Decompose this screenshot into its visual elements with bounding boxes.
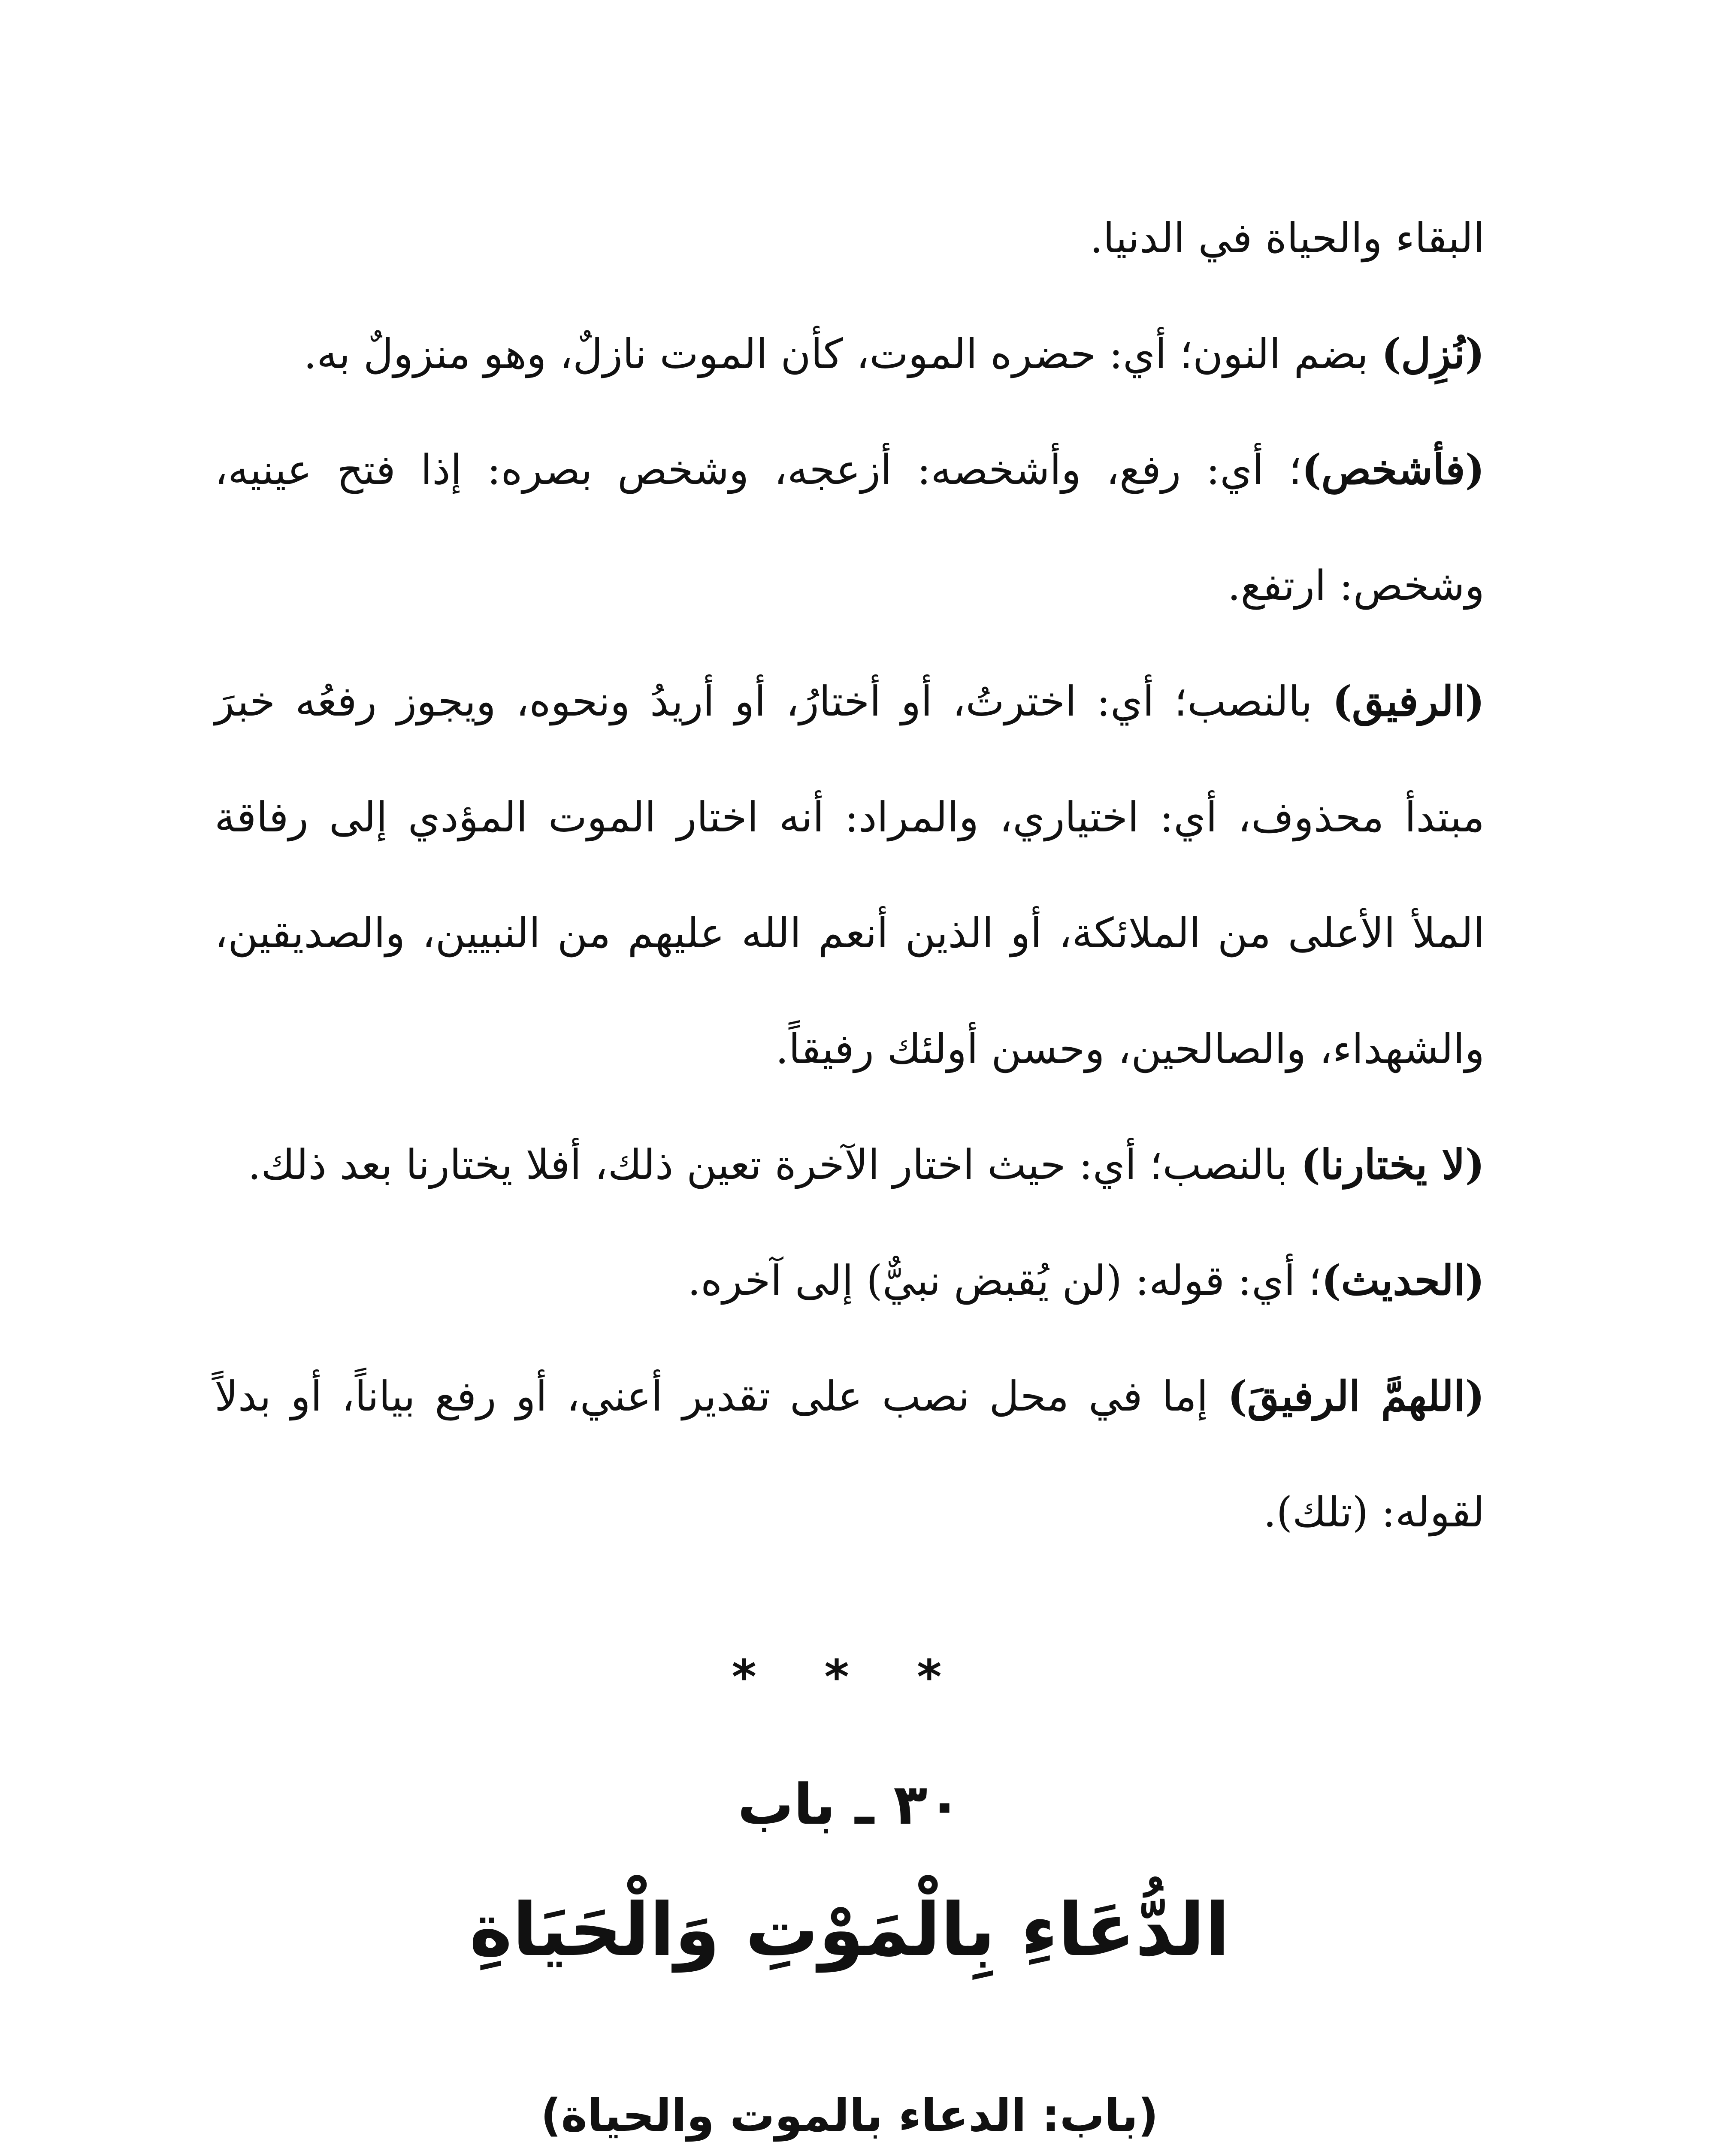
paragraph-3-term: (فأشخص) bbox=[1302, 445, 1485, 494]
paragraph-4 bbox=[215, 644, 1485, 1107]
paragraph-2-text: بضم النون؛ أي: حضره الموت، كأن الموت نازلٌ، وهو منزولٌ به. bbox=[303, 330, 1382, 378]
paragraph-2 bbox=[215, 296, 1485, 412]
paragraph-6 bbox=[215, 1223, 1485, 1338]
paragraph-1-text: البقاء والحياة في الدنيا. bbox=[1090, 214, 1485, 262]
chapter-number: ٣٠ ـ باب bbox=[738, 1772, 962, 1837]
paragraph-5-text: بالنصب؛ أي: حيث اختار الآخرة تعين ذلك، أفلا يختارنا بعد ذلك. bbox=[248, 1141, 1301, 1189]
paragraph-2-term: (نُزِل) bbox=[1381, 329, 1485, 378]
paragraph-5 bbox=[215, 1107, 1485, 1223]
section-separator: * * * bbox=[732, 1650, 968, 1704]
commentary-text bbox=[215, 180, 1485, 1570]
paragraph-3-text: ؛ أي: رفع، وأشخصه: أزعجه، وشخص بصره: إذا فتح عينيه، وشخص: ارتفع. bbox=[215, 446, 1485, 610]
paragraph-7-term: (اللهمَّ الرفيقَ) bbox=[1228, 1372, 1485, 1420]
paragraph-3 bbox=[215, 412, 1485, 644]
section-heading: (باب: الدعاء بالموت والحياة) bbox=[541, 2089, 1158, 2142]
paragraph-6-term: (الحديث) bbox=[1321, 1256, 1485, 1305]
paragraph-7 bbox=[215, 1338, 1485, 1570]
paragraph-6-text: ؛ أي: قوله: (لن يُقبض نبيٌّ) إلى آخره. bbox=[687, 1257, 1322, 1305]
paragraph-5-term: (لا يختارنا) bbox=[1300, 1140, 1485, 1189]
paragraph-7-text: إما في محل نصب على تقدير أعني، أو رفع بياناً، أو بدلاً لقوله: (تلك). bbox=[215, 1372, 1485, 1536]
paragraph-4-text: بالنصب؛ أي: اخترتُ، أو أختارُ، أو أريدُ ونحوه، ويجوز رفعُه خبرَ مبتدأ محذوف، أي: اختياري، والمراد: أنه اختار الموت المؤدي إلى رفاقة الملأ الأعلى من الملائكة، أو الذين أنعم الله عليهم من النبيين، والصديقين، والشهداء، والصالحين، وحسن أولئك رفيقاً. bbox=[215, 677, 1485, 1073]
paragraph-1 bbox=[215, 180, 1485, 296]
paragraph-4-term: (الرفيق) bbox=[1332, 677, 1485, 725]
chapter-title: الدُّعَاءِ بِالْمَوْتِ وَالْحَيَاةِ bbox=[469, 1888, 1230, 1973]
